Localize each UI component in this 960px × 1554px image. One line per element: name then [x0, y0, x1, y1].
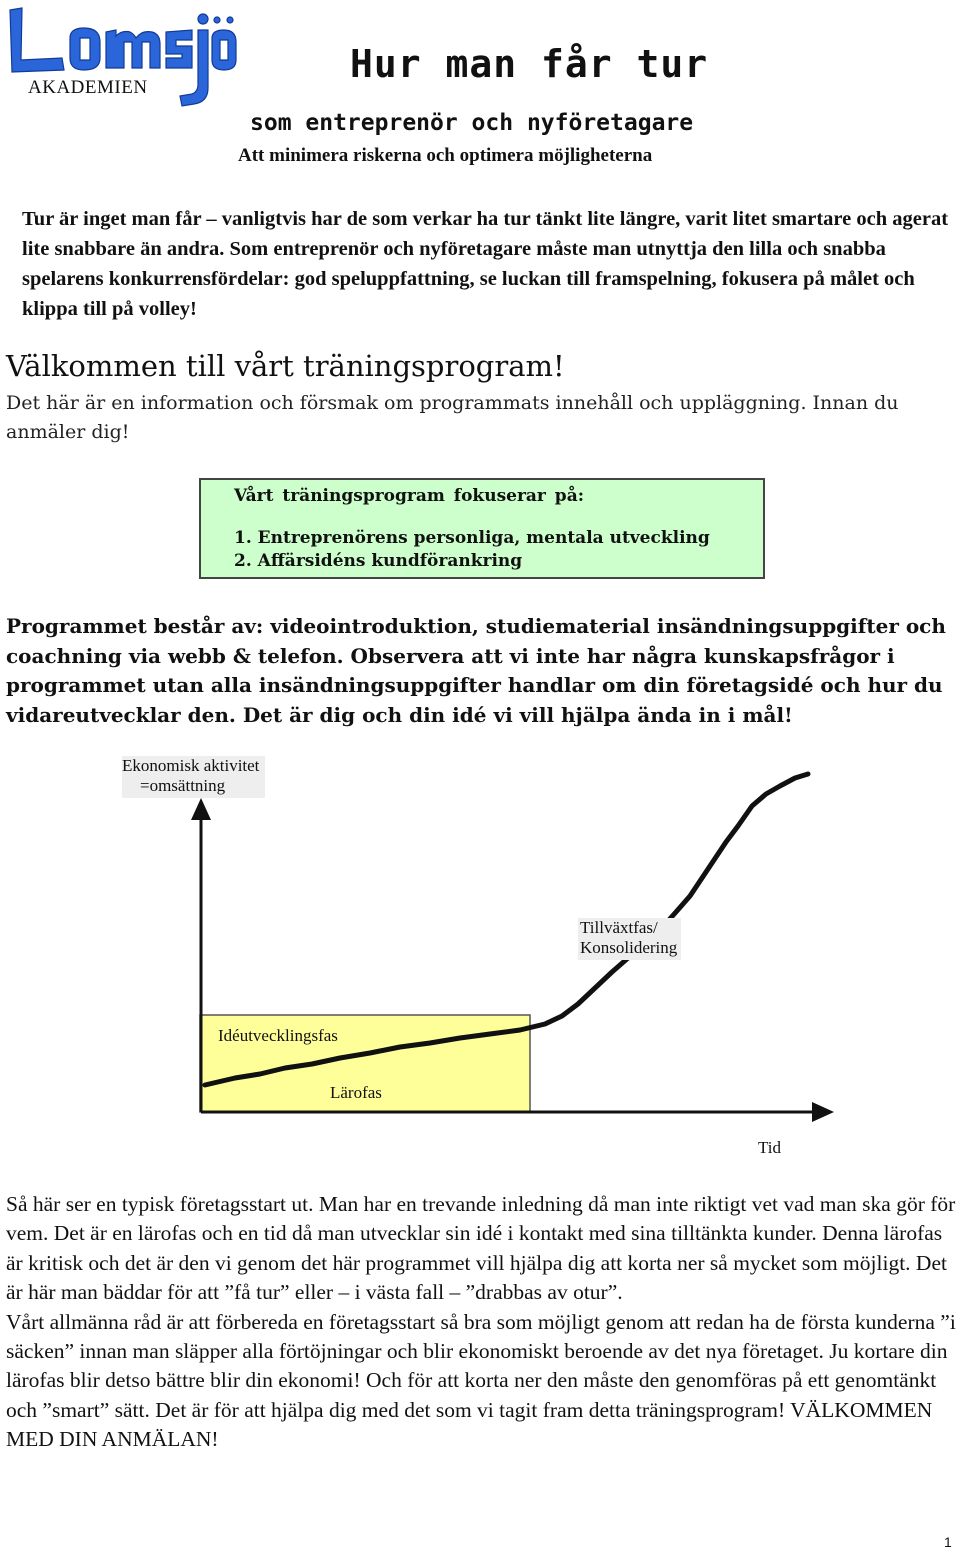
focus-item: 1. Entreprenörens personliga, mentala utveckling [234, 528, 710, 548]
growth-phase-label-line: Tillväxtfas/ [580, 918, 658, 937]
welcome-heading: Välkommen till vårt träningsprogram! [6, 349, 565, 383]
page-number: 1 [944, 1534, 952, 1550]
welcome-text: Det här är en information och försmak om programmats innehåll och uppläggning. Innan du anmäler dig! [6, 392, 899, 443]
closing-paragraph: Så här ser en typisk företagsstart ut. Man har en trevande inledning då man inte riktigt vet vad man ska gör för vem. Det är en lärofas och en tid då man utvecklar sin idé i kontakt med sina tilltänkta kunder. Denna lärofas är kritisk och det är den vi genom det här programmet vill hjälpa dig att korta ner så mycket som möjligt. Det är här man bäddar för att ”få tur” eller – i västa fall – ”drabbas av otur”. [6, 1192, 956, 1305]
y-axis-label-line: =omsättning [140, 776, 226, 795]
idea-phase-label: Idéutvecklingsfas [218, 1026, 338, 1045]
intro-paragraph: Tur är inget man får – vanligtvis har de som verkar ha tur tänkt lite längre, varit litet smartare och agerat lite snabbare än andra. Som entreprenör och nyföretagare måste man utnyttja den lilla och snabba spelarens konkurrensfördelar: god speluppfattning, se luckan till framspelning, fokusera på målet och klippa till på volley! [22, 208, 949, 320]
growth-phase-label [578, 918, 681, 960]
program-paragraph: Programmet består av: videointroduktion, studiematerial insändningsuppgifter och coachning via webb & telefon. Observera att vi inte har några kunskapsfrågor i programmet utan alla insändningsuppgifter handlar om din företagsidé och hur du vidareutvecklar den. Det är dig och din idé vi vill hjälpa ända in i mål! [6, 614, 946, 727]
learning-phase-label: Lärofas [330, 1083, 382, 1102]
closing-paragraph: Vårt allmänna råd är att förbereda en företagsstart så bra som möjligt genom att redan ha de första kunderna ”i säcken” innan man släpper alla förtöjningar och blir ekonomiskt beroende av det nya företaget. Ju kortare din lärofas blir detso bättre blir din ekonomi! Och för att korta ner den måste den genomföras på ett genomtänkt och ”smart” sätt. Det är för att hjälpa dig med det som vi tagit fram detta träningsprogram! VÄLKOMMEN MED DIN ANMÄLAN! [6, 1309, 956, 1452]
focus-item: 2. Affärsidéns kundförankring [234, 551, 523, 571]
focus-heading: Vårt träningsprogram fokuserar på: [234, 486, 584, 506]
x-axis-label: Tid [758, 1138, 782, 1157]
y-axis-label [122, 756, 265, 798]
tagline: Att minimera riskerna och optimera möjligheterna [238, 145, 653, 166]
x-axis-arrow [812, 1102, 834, 1122]
logo-subtext: AKADEMIEN [28, 77, 148, 98]
growth-diagram [0, 750, 960, 1170]
y-axis-arrow [191, 798, 211, 820]
closing-text [6, 1190, 958, 1455]
page-title: Hur man får tur [350, 42, 709, 86]
page-subtitle: som entreprenör och nyföretagare [250, 110, 694, 136]
y-axis-label-line: Ekonomisk aktivitet [122, 756, 260, 775]
growth-phase-label-line: Konsolidering [580, 938, 678, 957]
